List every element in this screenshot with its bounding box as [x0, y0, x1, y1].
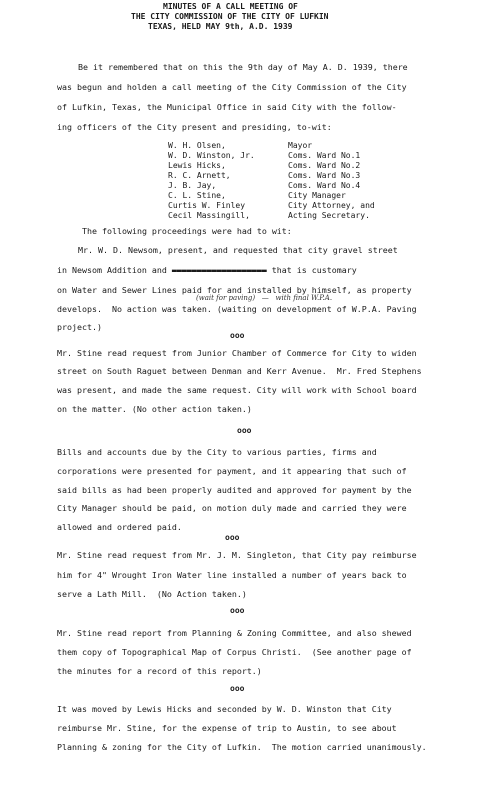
officer-title: Coms. Ward No.2	[288, 161, 361, 170]
officer-name: C. L. Stine,	[168, 191, 226, 200]
officer-name: Curtis W. Finley	[168, 201, 246, 210]
title-line-1: MINUTES OF A CALL MEETING OF	[163, 2, 298, 11]
separator: ooo	[230, 331, 245, 340]
p5-line-2: them copy of Topographical Map of Corpus Christi. (See another page of	[57, 647, 412, 657]
p6-line-1: It was moved by Lewis Hicks and seconded by W. D. Winston that City	[57, 704, 392, 714]
officer-title: Coms. Ward No.4	[288, 181, 361, 190]
p2-line-4: on the matter. (No other action taken.)	[57, 404, 252, 414]
officer-name: J. B. Jay,	[168, 181, 217, 190]
p4-line-3: serve a Lath Mill. (No Action taken.)	[57, 589, 247, 599]
p3-line-4: City Manager should be paid, on motion duly made and carried they were	[57, 503, 407, 513]
intro-line-3: of Lufkin, Texas, the Municipal Office in said City with the follow-	[57, 102, 397, 112]
separator: ooo	[237, 426, 252, 435]
title-line-3: TEXAS, HELD MAY 9th, A.D. 1939	[148, 22, 293, 31]
p3-line-3: said bills as had been properly audited and approved for payment by the	[57, 485, 412, 495]
officer-name: W. D. Winston, Jr.	[168, 151, 255, 160]
p2-line-3: was present, and made the same request. City will work with School board	[57, 385, 417, 395]
officer-title: Coms. Ward No.3	[288, 171, 361, 180]
officer-title: City Manager	[288, 191, 346, 200]
p2-line-1: Mr. Stine read request from Junior Chamber of Commerce for City to widen	[57, 348, 417, 358]
p1-line-1: Mr. W. D. Newsom, present, and requested that city gravel street	[78, 245, 398, 255]
p3-line-2: corporations were presented for payment, and it appearing that such of	[57, 466, 407, 476]
p1-line-3: on Water and Sewer Lines paid for and installed by himself, as property	[57, 285, 412, 295]
intro-line-1: Be it remembered that on this the 9th day of May A. D. 1939, there	[78, 62, 408, 72]
officer-name: Cecil Massingill,	[168, 211, 250, 220]
p4-line-1: Mr. Stine read request from Mr. J. M. Singleton, that City pay reimburse	[57, 550, 417, 560]
p5-line-3: the minutes for a record of this report.)	[57, 666, 262, 676]
officer-name: Lewis Hicks,	[168, 161, 226, 170]
p3-line-1: Bills and accounts due by the City to various parties, firms and	[57, 447, 377, 457]
p5-line-1: Mr. Stine read report from Planning & Zoning Committee, and also shewed	[57, 628, 412, 638]
intro-line-2: was begun and holden a call meeting of the City Commission of the City	[57, 82, 407, 92]
p6-line-2: reimburse Mr. Stine, for the expense of trip to Austin, to see about	[57, 723, 397, 733]
separator: ooo	[225, 533, 240, 542]
p1-line-5: project.)	[57, 322, 102, 332]
p4-line-2: him for 4" Wrought Iron Water line installed a number of years back to	[57, 570, 407, 580]
p1-line-4: develops. No action was taken. (waiting on development of W.P.A. Paving	[57, 304, 417, 314]
officer-name: W. H. Olsen,	[168, 141, 226, 150]
p6-line-3: Planning & zoning for the City of Lufkin. The motion carried unanimously.	[57, 742, 427, 752]
p2-line-2: street on South Raguet between Denman and Kerr Avenue. Mr. Fred Stephens	[57, 366, 422, 376]
officer-title: Acting Secretary.	[288, 211, 370, 220]
title-line-2: THE CITY COMMISSION OF THE CITY OF LUFKIN	[131, 12, 329, 21]
separator: ooo	[230, 684, 245, 693]
intro-line-4: ing officers of the City present and presiding, to-wit:	[57, 122, 332, 132]
separator: ooo	[230, 606, 245, 615]
proceedings-intro: The following proceedings were had to wit:	[82, 226, 292, 236]
officer-title: Coms. Ward No.1	[288, 151, 361, 160]
officer-title: Mayor	[288, 141, 313, 150]
officer-name: R. C. Arnett,	[168, 171, 231, 180]
p1-line-2: in Newsom Addition and ▬▬▬▬▬▬▬▬▬▬▬▬▬▬▬▬▬▬▬ that is customary	[57, 265, 357, 275]
p3-line-5: allowed and ordered paid.	[57, 522, 182, 532]
officer-title: City Attorney, and	[288, 201, 375, 210]
handwritten-note: (wait for paving) — with final W.P.A.	[196, 294, 333, 302]
